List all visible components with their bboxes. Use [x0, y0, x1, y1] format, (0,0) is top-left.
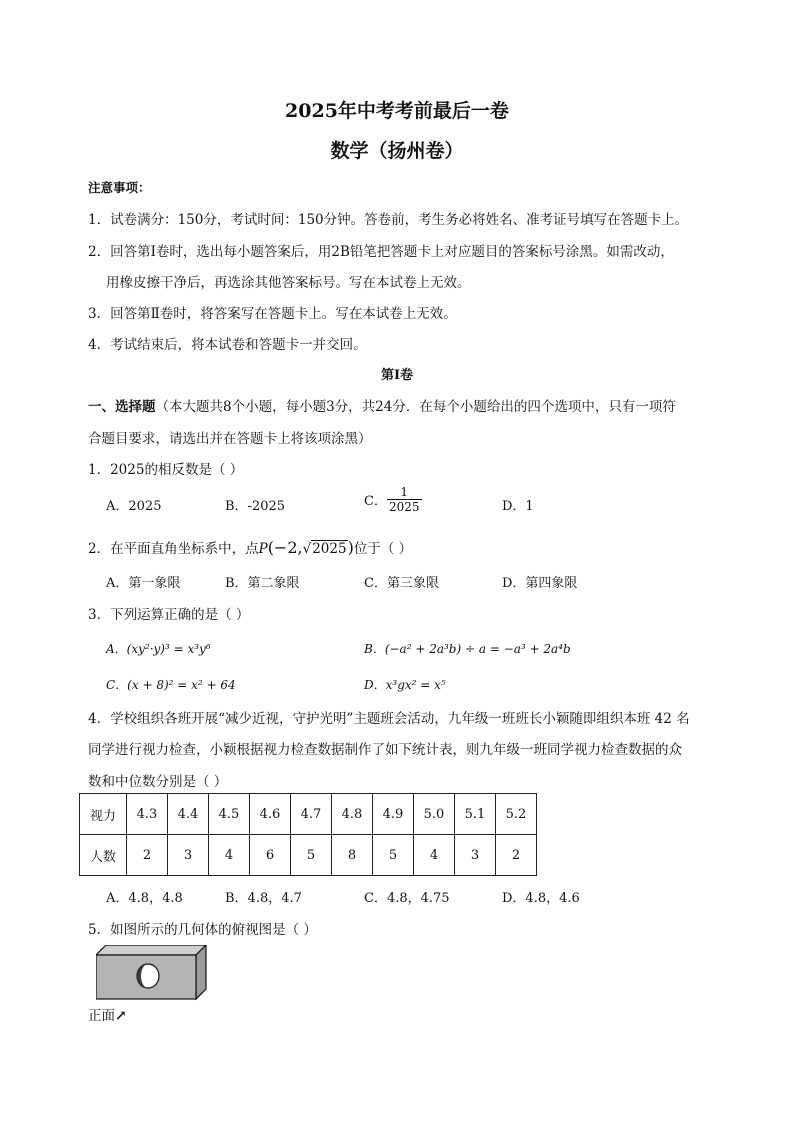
- q2-option-c: C．第三象限: [364, 576, 439, 591]
- q3-stem: 3．下列运算正确的是（ ）: [88, 607, 250, 623]
- q4-line-2: 同学进行视力检查，小颖根据视力检查数据制作了如下统计表，则九年级一班同学视力检查数据的众: [88, 742, 682, 758]
- notice-item-2: 2．回答第Ⅰ卷时，选出每小题答案后，用2B铅笔把答题卡上对应题目的答案标号涂黑。如需改动，: [88, 244, 674, 260]
- table-cell: 4.7: [291, 794, 332, 835]
- table-cell: 4.6: [250, 794, 291, 835]
- section-line-1: [88, 395, 676, 415]
- table-cell: 4.4: [168, 794, 209, 835]
- q1-option-b: B．-2025: [225, 499, 286, 514]
- volume-heading: 第Ⅰ卷: [380, 368, 414, 383]
- notice-heading: 注意事项：: [88, 180, 151, 195]
- table-cell: 4.3: [127, 794, 168, 835]
- table-cell: 4: [209, 835, 250, 876]
- q4-option-d: D．4.8，4.6: [502, 891, 580, 906]
- front-label: [88, 1004, 127, 1024]
- q1-stem: 1．2025的相反数是（ ）: [88, 462, 244, 478]
- table-row-vision: [80, 794, 537, 835]
- front-label-text: 正面: [88, 1008, 115, 1024]
- q3-option-b: B．(−a² + 2a³b) ÷ a = −a³ + 2a⁴b: [364, 642, 571, 656]
- notice-item-2-cont: 用橡皮擦干净后，再选涂其他答案标号。写在本试卷上无效。: [106, 275, 471, 291]
- q4-option-b: B．4.8，4.7: [225, 891, 302, 906]
- notice-item-4: 4．考试结束后，将本试卷和答题卡一并交回。: [88, 337, 367, 353]
- q2-stem: [88, 537, 412, 557]
- q3-option-c: C．(x + 8)² = x² + 64: [106, 678, 236, 692]
- q2-coord-b: ): [347, 538, 354, 557]
- q4-line-1: 4．学校组织各班开展“减少近视，守护光明”主题班会活动，九年级一班班长小颖随即组织本班 42 名: [88, 711, 690, 727]
- table-cell: 6: [250, 835, 291, 876]
- table-cell: 4: [414, 835, 455, 876]
- table-cell: 5: [291, 835, 332, 876]
- arrow-up-right-icon: ↗: [115, 1008, 127, 1024]
- section-desc-2: 合题目要求，请选出并在答题卡上将该项涂黑）: [88, 431, 372, 447]
- solid-side-face: [196, 945, 206, 999]
- q1-c-numerator: 1: [387, 485, 422, 500]
- exam-subtitle: 数学（扬州卷）: [330, 140, 464, 162]
- table-cell: 2: [127, 835, 168, 876]
- table-cell: 5.2: [496, 794, 537, 835]
- q4-option-a: A．4.8，4.8: [106, 891, 183, 906]
- q4-line-3: 数和中位数分别是（ ）: [88, 774, 228, 790]
- q2-option-d: D．第四象限: [502, 576, 578, 591]
- q2-stem-post: 位于（ ）: [353, 541, 413, 557]
- table-cell: 8: [332, 835, 373, 876]
- q1-option-c: [364, 485, 422, 514]
- q2-option-a: A．第一象限: [106, 576, 181, 591]
- sqrt-icon: √: [302, 541, 312, 557]
- q2-coord-a: (−2,: [267, 538, 303, 557]
- q1-option-a: A．2025: [106, 499, 162, 514]
- q2-option-b: B．第二象限: [225, 576, 300, 591]
- q1-option-c-fraction: [387, 485, 422, 514]
- section-desc-1: （本大题共8个小题，每小题3分，共24分．在每个小题给出的四个选项中，只有一项符: [155, 399, 676, 415]
- table-cell: 5: [373, 835, 414, 876]
- table-cell: 4.8: [332, 794, 373, 835]
- table-cell: 5.1: [455, 794, 496, 835]
- exam-title: 2025年中考考前最后一卷: [285, 100, 509, 122]
- q1-c-denominator: 2025: [388, 500, 420, 514]
- table-cell: 3: [168, 835, 209, 876]
- q4-option-c: C．4.8，4.75: [364, 891, 450, 906]
- notice-item-3: 3．回答第Ⅱ卷时，将答案写在答题卡上。写在本试卷上无效。: [88, 306, 457, 322]
- table-row-count: [80, 835, 537, 876]
- table-cell: 3: [455, 835, 496, 876]
- notice-item-1: 1．试卷满分：150分，考试时间：150分钟。答卷前，考生务必将姓名、准考证号填写在答题卡上。: [88, 212, 689, 228]
- section-label: 一、选择题: [88, 399, 156, 415]
- table-header-count: 人数: [80, 835, 127, 876]
- q2-point: P: [258, 541, 268, 557]
- table-cell: 4.9: [373, 794, 414, 835]
- solid-top-face: [96, 945, 206, 955]
- table-cell: 2: [496, 835, 537, 876]
- table-cell: 5.0: [414, 794, 455, 835]
- geometry-solid-figure: [96, 945, 208, 1007]
- vision-table: [79, 793, 537, 876]
- q5-stem: 5．如图所示的几何体的俯视图是（ ）: [88, 922, 317, 938]
- q1-option-c-label: C．: [364, 494, 387, 509]
- q2-coord-root: 2025: [312, 541, 347, 557]
- q2-stem-pre: 2．在平面直角坐标系中，点: [88, 541, 259, 557]
- q3-option-a: A．(xy²·y)³ = x³y⁶: [106, 642, 211, 656]
- q3-option-d: D．x³gx² = x⁵: [364, 678, 446, 692]
- table-cell: 4.5: [209, 794, 250, 835]
- q1-option-d: D．1: [502, 499, 534, 514]
- table-header-vision: 视力: [80, 794, 127, 835]
